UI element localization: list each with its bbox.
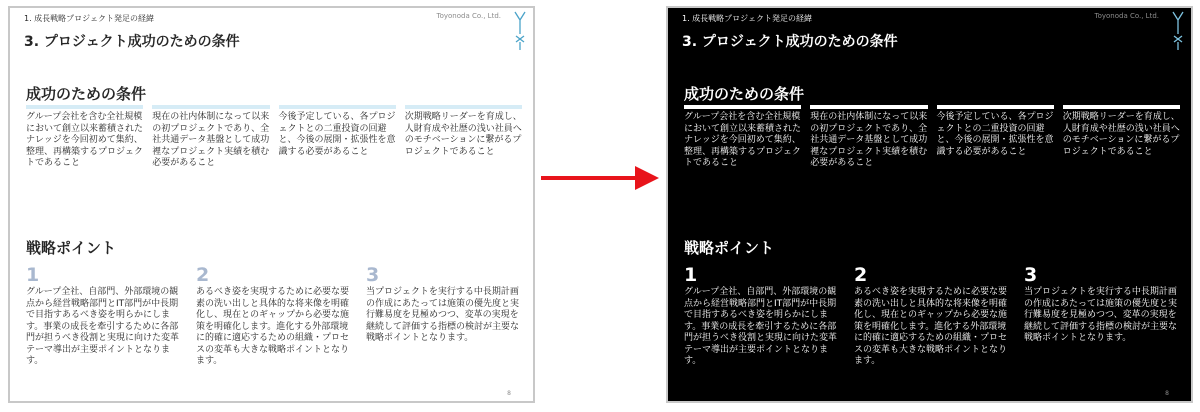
condition-text: 次期戦略リーダーを育成し、人財育成や社歴の浅い社員へのモチベーションに繋がるプロジェクトであること [1062, 112, 1180, 157]
point-number: 1 [684, 264, 698, 286]
condition-item [1063, 105, 1180, 170]
section-label: 1. 成長戦略プロジェクト発足の経緯 [682, 14, 813, 23]
strategy-point [196, 264, 352, 368]
page-title: 3. プロジェクト成功のための条件 [24, 34, 240, 50]
slide-light [8, 6, 535, 403]
condition-bar [152, 105, 269, 109]
point-text: 当プロジェクトを実行する中長期計画の作成にあたっては施策の優先度と実行難易度を見極めつつ、変革の実現を継続して評価する指標の検討が主要な戦略ポイントとなります。 [1024, 287, 1178, 343]
page-number: 8 [1165, 390, 1169, 397]
condition-bar [810, 105, 927, 109]
condition-item [810, 105, 927, 170]
condition-bar [279, 105, 396, 109]
point-number: 2 [196, 264, 210, 286]
condition-text: 現在の社内体制になって以来の初プロジェクトであり、全社共通データ基盤として成功裡なプロジェクト実績を積む必要があること [152, 112, 270, 168]
condition-bar [1063, 105, 1180, 109]
point-number: 3 [366, 264, 380, 286]
strategy-point [1024, 264, 1180, 368]
slide-dark [666, 6, 1193, 403]
strategy-points [684, 264, 1180, 368]
strategy-points [26, 264, 522, 368]
page-title: 3. プロジェクト成功のための条件 [682, 34, 898, 50]
condition-text: 今後予定している、各プロジェクトとの二重投資の回避と、今後の展開・拡張性を意識する必要があること [936, 112, 1054, 157]
condition-text: グループ会社を含む全社規模において創立以来蓄積されたナレッジを今回初めて集約、整理、再構築するプロジェクトであること [26, 112, 144, 168]
condition-bar [26, 105, 143, 109]
company-logo-icon [513, 10, 527, 52]
condition-item [279, 105, 396, 170]
condition-item [26, 105, 143, 170]
point-text: グループ全社、自部門、外部環境の観点から経営戦略部門とIT部門が中長期で目指すあるべき姿を明らかにします。事業の成長を牽引するために各部門が担うべき役割と実現に向けた変革テーマ導出が主要ポイントとなります。 [684, 287, 838, 366]
condition-text: 次期戦略リーダーを育成し、人財育成や社歴の浅い社員へのモチベーションに繋がるプロジェクトであること [404, 112, 522, 157]
right-arrow-icon [541, 166, 659, 190]
condition-text: 現在の社内体制になって以来の初プロジェクトであり、全社共通データ基盤として成功裡なプロジェクト実績を積む必要があること [810, 112, 928, 168]
condition-item [152, 105, 269, 170]
condition-bar [684, 105, 801, 109]
condition-bar [937, 105, 1054, 109]
strategy-point [26, 264, 182, 368]
condition-item [937, 105, 1054, 170]
point-text: あるべき姿を実現するために必要な要素の洗い出しと具体的な将来像を明確化し、現在とのギャップから必要な施策を明確化します。進化する外部環境に的確に適応するための組織・プロセスの変革も大きな戦略ポイントとなります。 [854, 287, 1008, 366]
point-text: グループ全社、自部門、外部環境の観点から経営戦略部門とIT部門が中長期で目指すあるべき姿を明らかにします。事業の成長を牽引するために各部門が担うべき役割と実現に向けた変革テーマ導出が主要ポイントとなります。 [26, 287, 180, 366]
conditions-heading: 成功のための条件 [26, 85, 147, 103]
point-number: 3 [1024, 264, 1038, 286]
point-number: 2 [854, 264, 868, 286]
strategy-point [854, 264, 1010, 368]
condition-item [405, 105, 522, 170]
company-name: Toyonoda Co., Ltd. [436, 12, 501, 20]
page-number: 8 [507, 390, 511, 397]
point-number: 1 [26, 264, 40, 286]
strategy-heading: 戦略ポイント [684, 239, 775, 257]
company-logo-icon [1171, 10, 1185, 52]
company-name: Toyonoda Co., Ltd. [1094, 12, 1159, 20]
condition-text: グループ会社を含む全社規模において創立以来蓄積されたナレッジを今回初めて集約、整理、再構築するプロジェクトであること [684, 112, 802, 168]
conditions-list [684, 105, 1180, 170]
strategy-point [366, 264, 522, 368]
condition-text: 今後予定している、各プロジェクトとの二重投資の回避と、今後の展開・拡張性を意識する必要があること [278, 112, 396, 157]
point-text: 当プロジェクトを実行する中長期計画の作成にあたっては施策の優先度と実行難易度を見極めつつ、変革の実現を継続して評価する指標の検討が主要な戦略ポイントとなります。 [366, 287, 520, 343]
condition-item [684, 105, 801, 170]
conditions-list [26, 105, 522, 170]
conditions-heading: 成功のための条件 [684, 85, 805, 103]
strategy-heading: 戦略ポイント [26, 239, 117, 257]
section-label: 1. 成長戦略プロジェクト発足の経緯 [24, 14, 155, 23]
condition-bar [405, 105, 522, 109]
point-text: あるべき姿を実現するために必要な要素の洗い出しと具体的な将来像を明確化し、現在とのギャップから必要な施策を明確化します。進化する外部環境に的確に適応するための組織・プロセスの変革も大きな戦略ポイントとなります。 [196, 287, 350, 366]
strategy-point [684, 264, 840, 368]
